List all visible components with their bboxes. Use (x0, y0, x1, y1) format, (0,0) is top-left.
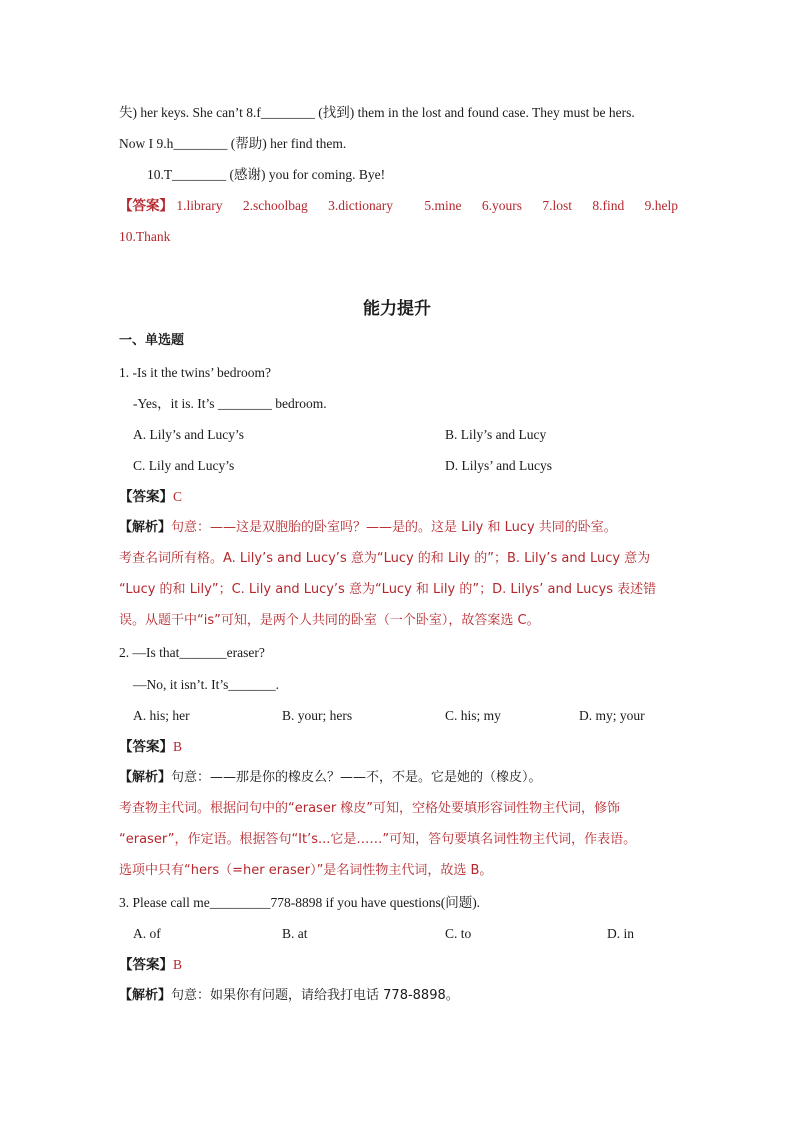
text-line: 失) her keys. She can’t 8.f________ (找到) them in the lost and found case. They must be hers. (119, 105, 635, 120)
answer-label: 【答案】 (119, 739, 173, 754)
subsection-heading: 一、单选题 (119, 333, 185, 348)
question-stem: 1. -Is it the twins’ bedroom? (119, 365, 271, 380)
question-stem: 2. —Is that_______eraser? (119, 645, 265, 660)
answer-item: 5.mine (424, 198, 462, 213)
option-d: D. my; your (579, 708, 645, 723)
answer-line (119, 488, 182, 506)
analysis-line: 误。从题干中“is”可知，是两个人共同的卧室（一个卧室），故答案选 C。 (119, 613, 540, 628)
answer-label: 【答案】 (119, 198, 173, 213)
answer-item: 9.help (644, 198, 678, 213)
analysis-label: 【解析】 (119, 988, 172, 1003)
option-a: A. of (133, 926, 161, 941)
answer-value: B (173, 957, 183, 972)
question-reply: -Yes，it is. It’s ________ bedroom. (133, 396, 327, 411)
option-b: B. Lily’s and Lucy (445, 427, 547, 442)
answer-item: 8.find (592, 198, 625, 213)
answer-value: B (173, 739, 183, 754)
option-b: B. your; hers (282, 708, 353, 723)
analysis-line: “Lucy 的和 Lily”；C. Lily and Lucy’s 意为“Lucy 和 Lily 的”；D. Lilys’ and Lucys 表述错 (119, 582, 657, 597)
text-line: Now I 9.h________ (帮助) her find them. (119, 136, 347, 151)
question-stem: 3. Please call me_________778-8898 if you have questions(问题). (119, 895, 481, 910)
analysis-line (119, 519, 617, 537)
answer-line (119, 197, 695, 215)
answer-item: 10.Thank (119, 229, 171, 244)
option-c: C. his; my (445, 708, 501, 723)
option-a: A. his; her (133, 708, 190, 723)
answer-item: 6.yours (481, 198, 522, 213)
option-a: A. Lily’s and Lucy’s (133, 427, 244, 442)
answer-item: 3.dictionary (328, 198, 393, 213)
analysis-label: 【解析】 (119, 520, 172, 535)
analysis-line: 考查名词所有格。A. Lily’s and Lucy’s 意为“Lucy 的和 Lily 的”；B. Lily’s and Lucy 意为 (119, 551, 651, 566)
answer-line (119, 738, 182, 756)
analysis-line (119, 987, 459, 1005)
option-d: D. Lilys’ and Lucys (445, 458, 552, 473)
answer-item: 7.lost (542, 198, 572, 213)
answer-label: 【答案】 (119, 957, 173, 972)
option-b: B. at (282, 926, 308, 941)
option-c: C. to (445, 926, 472, 941)
answer-item: 2.schoolbag (242, 198, 308, 213)
option-d: D. in (607, 926, 634, 941)
analysis-line: 考查物主代词。根据问句中的“eraser 橡皮”可知，空格处要填形容词性物主代词，修饰 (119, 801, 621, 816)
answer-value: C (173, 489, 183, 504)
answer-list (176, 198, 695, 213)
question-reply: —No, it isn’t. It’s_______. (133, 677, 280, 692)
section-title: 能力提升 (363, 299, 431, 319)
answer-item: 1.library (176, 198, 223, 213)
analysis-text: 句意：如果你有问题，请给我打电话 778-8898。 (171, 988, 459, 1003)
analysis-line: 选项中只有“hers（=her eraser）”是名词性物主代词，故选 B。 (119, 863, 493, 878)
option-c: C. Lily and Lucy’s (133, 458, 235, 473)
analysis-line: “eraser”，作定语。根据答句“It’s...它是……”可知，答句要填名词性物主代词，作表语。 (119, 832, 637, 847)
analysis-line (119, 769, 542, 787)
analysis-text: 句意：——这是双胞胎的卧室吗？——是的。这是 Lily 和 Lucy 共同的卧室。 (171, 520, 617, 535)
text-line: 10.T________ (感谢) you for coming. Bye! (147, 167, 386, 182)
answer-line (119, 956, 182, 974)
analysis-label: 【解析】 (119, 770, 172, 785)
answer-label: 【答案】 (119, 489, 173, 504)
analysis-text: 句意：——那是你的橡皮么？——不，不是。它是她的（橡皮）。 (171, 770, 542, 785)
